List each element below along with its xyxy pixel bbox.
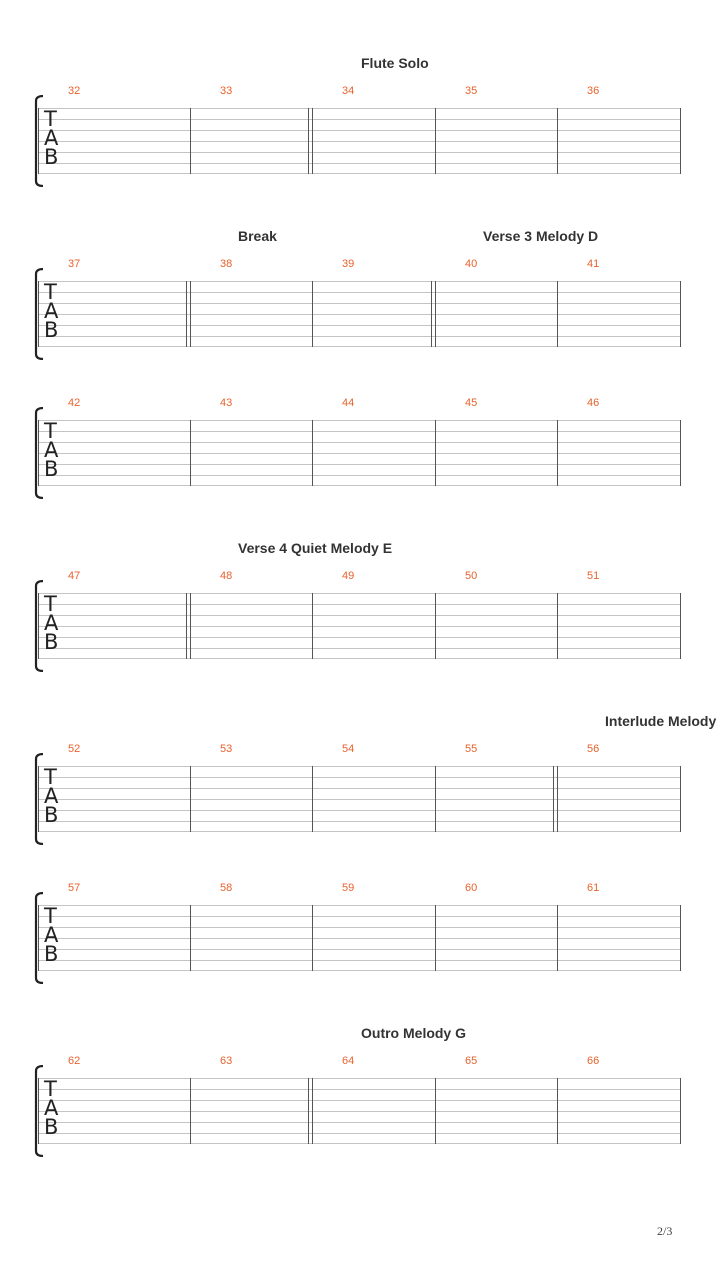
- tab-system: [0, 397, 720, 519]
- measure-number: 52: [68, 743, 81, 755]
- measure-number: 64: [342, 1055, 355, 1067]
- staff-line: [38, 970, 681, 971]
- tab-system: [0, 85, 720, 207]
- staff-line: [38, 938, 681, 939]
- staff-line: [38, 648, 681, 649]
- measure-number: 45: [465, 397, 478, 409]
- measure-number: 40: [465, 258, 478, 270]
- tab-clef-letter: A: [44, 923, 59, 947]
- staff-line: [38, 788, 681, 789]
- staff-line: [38, 119, 681, 120]
- tab-clef-letter: A: [44, 126, 59, 150]
- staff-line: [38, 292, 681, 293]
- measure-number: 63: [220, 1055, 233, 1067]
- end-barline: [680, 281, 681, 347]
- staff-line: [38, 464, 681, 465]
- double-barline: [186, 593, 187, 659]
- measure-number: 53: [220, 743, 233, 755]
- tab-clef-letter: A: [44, 299, 59, 323]
- end-barline: [680, 766, 681, 832]
- measure-number: 47: [68, 570, 81, 582]
- section-label-break: Break: [238, 228, 277, 244]
- staff-line: [38, 163, 681, 164]
- staff-line: [38, 810, 681, 811]
- staff-line: [38, 303, 681, 304]
- measure-number: 36: [587, 85, 600, 97]
- end-barline: [680, 420, 681, 486]
- tab-clef-letter: T: [44, 592, 57, 616]
- staff-line: [38, 949, 681, 950]
- staff-line: [38, 173, 681, 174]
- staff-line: [38, 1078, 681, 1079]
- section-label-interlude: Interlude Melody: [605, 713, 717, 729]
- barline: [38, 281, 39, 347]
- measure-number: 39: [342, 258, 355, 270]
- barline: [557, 905, 558, 971]
- barline: [435, 766, 436, 832]
- tab-staff: [38, 1055, 681, 1144]
- measure-number: 33: [220, 85, 233, 97]
- staff-line: [38, 485, 681, 486]
- barline: [38, 766, 39, 832]
- tab-staff: [38, 743, 681, 832]
- staff-line: [38, 1111, 681, 1112]
- barline: [435, 593, 436, 659]
- barline: [312, 766, 313, 832]
- staff-line: [38, 1143, 681, 1144]
- staff-line: [38, 346, 681, 347]
- tab-clef-letter: T: [44, 107, 57, 131]
- barline: [190, 766, 191, 832]
- barline: [190, 420, 191, 486]
- section-label-outro: Outro Melody G: [361, 1025, 466, 1041]
- staff-line: [38, 1133, 681, 1134]
- staff-line: [38, 960, 681, 961]
- measure-number: 51: [587, 570, 600, 582]
- barline: [435, 281, 436, 347]
- tab-staff: [38, 258, 681, 347]
- staff-line: [38, 475, 681, 476]
- staff-line: [38, 593, 681, 594]
- barline: [435, 420, 436, 486]
- double-barline: [308, 108, 309, 174]
- tab-clef-letter: B: [44, 942, 59, 966]
- staff-line: [38, 141, 681, 142]
- section-label-flute-solo: Flute Solo: [361, 55, 429, 71]
- measure-number: 42: [68, 397, 81, 409]
- double-barline: [553, 766, 554, 832]
- staff-line: [38, 442, 681, 443]
- staff-line: [38, 130, 681, 131]
- barline: [38, 420, 39, 486]
- staff-line: [38, 325, 681, 326]
- staff-line: [38, 1100, 681, 1101]
- measure-number: 50: [465, 570, 478, 582]
- staff-line: [38, 336, 681, 337]
- staff-line: [38, 927, 681, 928]
- staff-line: [38, 1089, 681, 1090]
- tab-clef-letter: A: [44, 611, 59, 635]
- measure-number: 55: [465, 743, 478, 755]
- barline: [190, 905, 191, 971]
- barline: [190, 281, 191, 347]
- staff-line: [38, 777, 681, 778]
- staff-line: [38, 1122, 681, 1123]
- measure-number: 49: [342, 570, 355, 582]
- double-barline: [431, 281, 432, 347]
- barline: [312, 593, 313, 659]
- tab-system: [0, 1055, 720, 1177]
- measure-number: 58: [220, 882, 233, 894]
- measure-number: 56: [587, 743, 600, 755]
- tab-clef-letter: T: [44, 419, 57, 443]
- barline: [312, 905, 313, 971]
- tab-system: [0, 882, 720, 1004]
- tab-staff: [38, 85, 681, 174]
- staff-line: [38, 821, 681, 822]
- staff-line: [38, 152, 681, 153]
- section-label-verse3: Verse 3 Melody D: [483, 228, 599, 244]
- tab-clef-letter: B: [44, 1115, 59, 1139]
- barline: [435, 905, 436, 971]
- staff-line: [38, 658, 681, 659]
- tab-system: [0, 743, 720, 865]
- measure-number: 34: [342, 85, 355, 97]
- tab-clef-letter: A: [44, 438, 59, 462]
- tab-clef-letter: T: [44, 280, 57, 304]
- staff-line: [38, 453, 681, 454]
- measure-number: 66: [587, 1055, 600, 1067]
- barline: [435, 1078, 436, 1144]
- end-barline: [680, 593, 681, 659]
- staff-line: [38, 604, 681, 605]
- tab-clef-letter: A: [44, 784, 59, 808]
- measure-number: 62: [68, 1055, 81, 1067]
- tab-clef-letter: T: [44, 904, 57, 928]
- barline: [435, 108, 436, 174]
- measure-number: 57: [68, 882, 81, 894]
- staff-line: [38, 916, 681, 917]
- staff-line: [38, 314, 681, 315]
- measure-number: 35: [465, 85, 478, 97]
- staff-line: [38, 905, 681, 906]
- measure-number: 32: [68, 85, 81, 97]
- barline: [190, 108, 191, 174]
- tab-system: [0, 258, 720, 380]
- end-barline: [680, 108, 681, 174]
- barline: [557, 593, 558, 659]
- measure-number: 65: [465, 1055, 478, 1067]
- tab-staff: [38, 882, 681, 971]
- tab-staff: [38, 570, 681, 659]
- tab-clef-letter: B: [44, 630, 59, 654]
- staff-line: [38, 108, 681, 109]
- measure-number: 60: [465, 882, 478, 894]
- staff-line: [38, 420, 681, 421]
- measure-number: 38: [220, 258, 233, 270]
- barline: [557, 766, 558, 832]
- measure-number: 54: [342, 743, 355, 755]
- tab-clef-letter: B: [44, 803, 59, 827]
- section-label-verse4: Verse 4 Quiet Melody E: [238, 540, 393, 556]
- end-barline: [680, 905, 681, 971]
- tab-staff: [38, 397, 681, 486]
- measure-number: 59: [342, 882, 355, 894]
- barline: [190, 593, 191, 659]
- barline: [38, 1078, 39, 1144]
- barline: [312, 1078, 313, 1144]
- barline: [38, 905, 39, 971]
- barline: [312, 281, 313, 347]
- double-barline: [308, 1078, 309, 1144]
- page-number: 2/3: [657, 1224, 673, 1238]
- barline: [38, 108, 39, 174]
- staff-line: [38, 766, 681, 767]
- barline: [557, 1078, 558, 1144]
- staff-line: [38, 281, 681, 282]
- tab-clef-letter: B: [44, 457, 59, 481]
- staff-line: [38, 431, 681, 432]
- barline: [557, 281, 558, 347]
- measure-number: 61: [587, 882, 600, 894]
- measure-number: 48: [220, 570, 233, 582]
- barline: [190, 1078, 191, 1144]
- staff-line: [38, 626, 681, 627]
- staff-line: [38, 831, 681, 832]
- measure-number: 44: [342, 397, 355, 409]
- end-barline: [680, 1078, 681, 1144]
- measure-number: 37: [68, 258, 81, 270]
- measure-number: 41: [587, 258, 600, 270]
- tab-clef-letter: B: [44, 318, 59, 342]
- barline: [557, 420, 558, 486]
- measure-number: 46: [587, 397, 600, 409]
- tab-system: [0, 570, 720, 692]
- staff-line: [38, 615, 681, 616]
- staff-line: [38, 799, 681, 800]
- tab-clef-letter: A: [44, 1096, 59, 1120]
- barline: [38, 593, 39, 659]
- double-barline: [186, 281, 187, 347]
- tab-clef-letter: T: [44, 765, 57, 789]
- tab-clef-letter: B: [44, 145, 59, 169]
- barline: [557, 108, 558, 174]
- barline: [312, 420, 313, 486]
- barline: [312, 108, 313, 174]
- staff-line: [38, 637, 681, 638]
- tab-clef-letter: T: [44, 1077, 57, 1101]
- measure-number: 43: [220, 397, 233, 409]
